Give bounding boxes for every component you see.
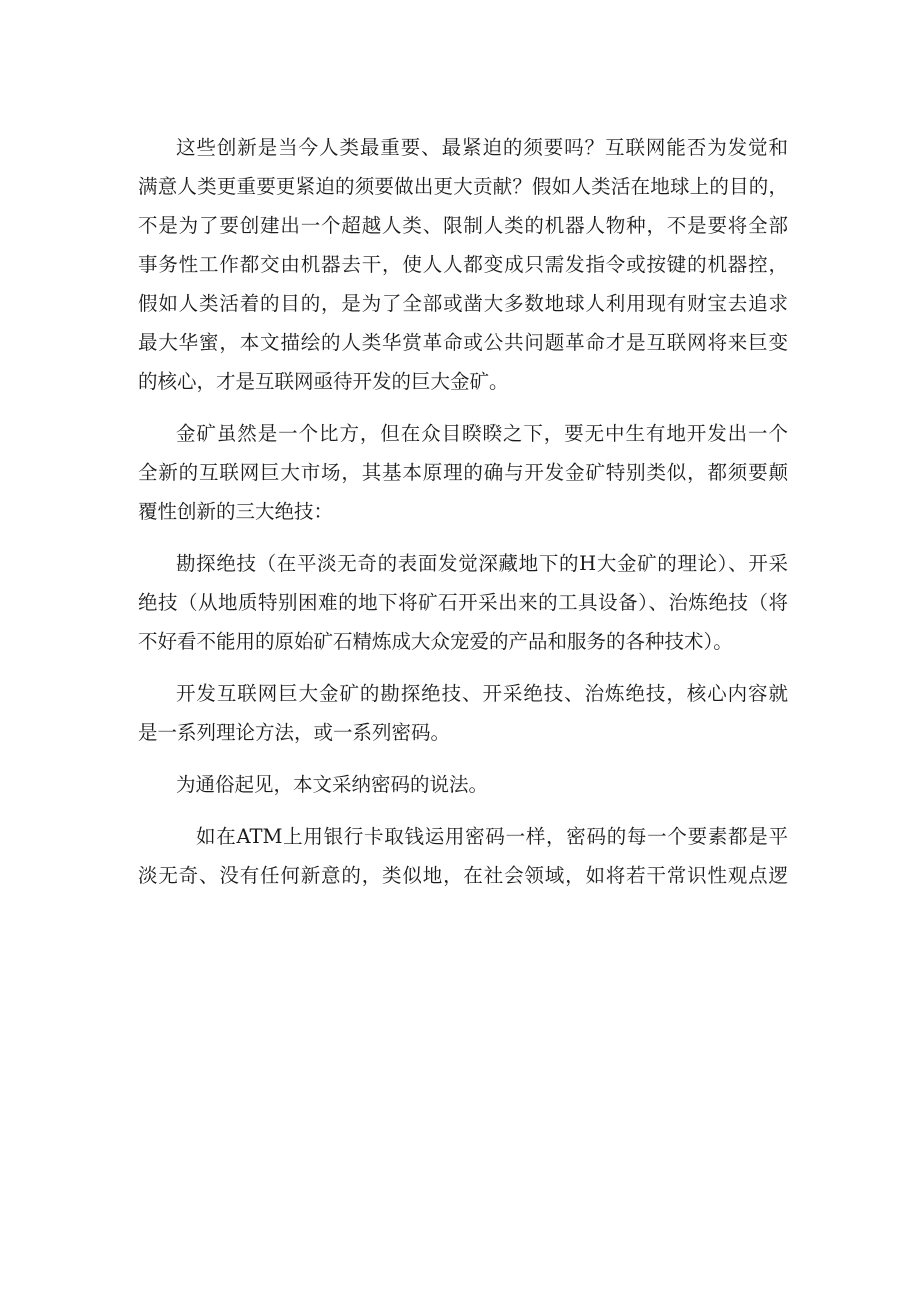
- paragraph-3: [138, 544, 788, 661]
- paragraph-line: 是一系列理论方法，或一系列密码。: [138, 721, 451, 744]
- paragraph-line: 事务性工作都交由机器去干，使人人都变成只需发指令或按键的机器控，: [138, 253, 788, 276]
- paragraph-line: 全新的互联网巨大市场，其基本原理的确与开发金矿特别类似，都须要颠: [138, 461, 788, 484]
- paragraph-line: 为通俗起见，本文采纳密码的说法。: [176, 773, 489, 796]
- paragraph-4: [138, 674, 788, 752]
- paragraph-line: 金矿虽然是一个比方，但在众目睽睽之下，要无中生有地开发出一个: [176, 422, 788, 445]
- paragraph-line: 开发互联网巨大金矿的勘探绝技、开采绝技、治炼绝技，核心内容就: [176, 682, 788, 705]
- paragraph-line: 假如人类活着的目的，是为了全部或凿大多数地球人利用现有财宝去追求: [138, 292, 788, 315]
- paragraph-line: 的核心，才是互联网亟待开发的巨大金矿。: [138, 370, 509, 393]
- paragraph-line: 淡无奇、没有任何新意的，类似地，在社会领域，如将若干常识性观点逻: [138, 864, 788, 887]
- paragraph-line: 满意人类更重要更紧迫的须要做出更大贡献？假如人类活在地球上的目的，: [138, 175, 788, 198]
- paragraph-line: 不好看不能用的原始矿石精炼成大众宠爱的产品和服务的各种技术）。: [138, 630, 733, 653]
- paragraph-line: 勘探绝技（在平淡无奇的表面发觉深藏地下的H大金矿的理论）、开采: [176, 552, 788, 575]
- paragraph-line: 如在ATM上用银行卡取钱运用密码一样，密码的每一个要素都是平: [196, 825, 788, 848]
- paragraph-1: [138, 128, 788, 401]
- paragraph-5: [138, 765, 788, 804]
- paragraph-line: 覆性创新的三大绝技：: [138, 500, 334, 523]
- paragraph-2: [138, 414, 788, 531]
- paragraph-line: 这些创新是当今人类最重要、最紧迫的须要吗？互联网能否为发觉和: [176, 136, 788, 159]
- paragraph-6: [138, 817, 788, 895]
- paragraph-line: 不是为了要创建出一个超越人类、限制人类的机器人物种，不是要将全部: [138, 214, 788, 237]
- paragraph-line: 最大华蜜，本文描绘的人类华赏革命或公共问题革命才是互联网将来巨变: [138, 331, 788, 354]
- paragraph-line: 绝技（从地质特别困难的地下将矿石开采出来的工具设备）、治炼绝技（将: [138, 591, 788, 614]
- document-body: [138, 128, 788, 895]
